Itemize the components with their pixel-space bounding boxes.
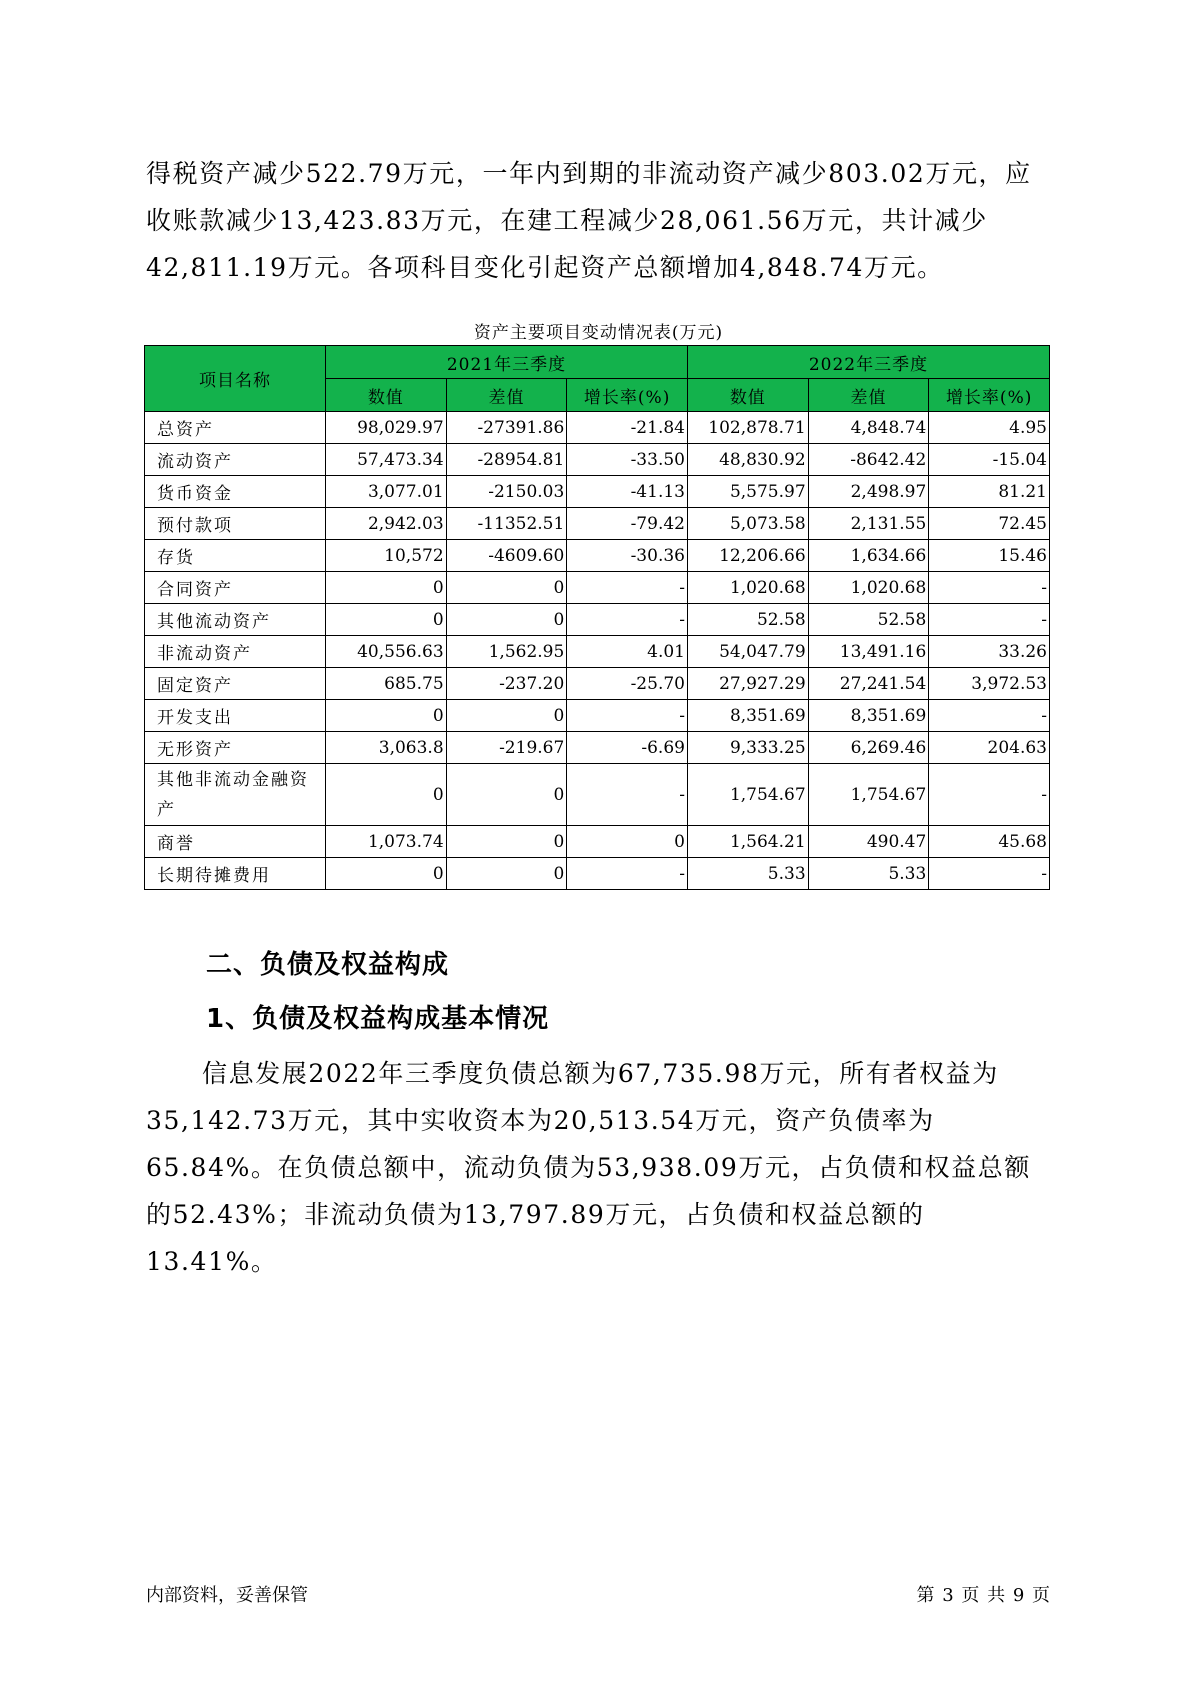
cell-value-2021: 0 — [325, 764, 446, 826]
cell-rate-2022: - — [929, 700, 1050, 732]
cell-value-2022: 5,575.97 — [687, 476, 808, 508]
cell-value-2021: 0 — [325, 700, 446, 732]
cell-rate-2022: - — [929, 858, 1050, 890]
cell-diff-2021: 1,562.95 — [446, 636, 567, 668]
cell-value-2022: 12,206.66 — [687, 540, 808, 572]
table-row — [145, 668, 1050, 700]
table-title: 资产主要项目变动情况表(万元) — [473, 323, 724, 343]
assets-change-table — [144, 345, 1050, 890]
cell-rate-2022: - — [929, 572, 1050, 604]
cell-diff-2022: 6,269.46 — [808, 732, 929, 764]
cell-rate-2021: -6.69 — [567, 732, 688, 764]
cell-value-2021: 10,572 — [325, 540, 446, 572]
cell-diff-2021: -4609.60 — [446, 540, 567, 572]
cell-diff-2021: 0 — [446, 604, 567, 636]
cell-diff-2021: 0 — [446, 826, 567, 858]
table-row — [145, 700, 1050, 732]
table-row — [145, 636, 1050, 668]
cell-rate-2021: - — [567, 604, 688, 636]
header-year-2022: 2022年三季度 — [687, 346, 1049, 379]
cell-diff-2021: -2150.03 — [446, 476, 567, 508]
cell-diff-2022: 490.47 — [808, 826, 929, 858]
header-rate-2022: 增长率(%) — [929, 379, 1050, 412]
cell-rate-2022: 4.95 — [929, 412, 1050, 444]
cell-rate-2022: - — [929, 604, 1050, 636]
cell-diff-2022: 1,020.68 — [808, 572, 929, 604]
table-row — [145, 858, 1050, 890]
cell-diff-2022: 27,241.54 — [808, 668, 929, 700]
cell-diff-2021: -219.67 — [446, 732, 567, 764]
cell-diff-2022: 2,498.97 — [808, 476, 929, 508]
cell-diff-2022: 1,754.67 — [808, 764, 929, 826]
cell-value-2021: 3,077.01 — [325, 476, 446, 508]
cell-value-2022: 5.33 — [687, 858, 808, 890]
cell-value-2022: 48,830.92 — [687, 444, 808, 476]
cell-rate-2022: 33.26 — [929, 636, 1050, 668]
cell-diff-2021: -237.20 — [446, 668, 567, 700]
table-row — [145, 826, 1050, 858]
table-row — [145, 572, 1050, 604]
table-row — [145, 508, 1050, 540]
cell-rate-2021: - — [567, 764, 688, 826]
cell-value-2022: 9,333.25 — [687, 732, 808, 764]
header-item-name: 项目名称 — [145, 346, 326, 412]
cell-diff-2022: 13,491.16 — [808, 636, 929, 668]
table-row — [145, 476, 1050, 508]
row-item-name: 流动资产 — [145, 444, 326, 476]
row-item-name: 存货 — [145, 540, 326, 572]
cell-value-2021: 3,063.8 — [325, 732, 446, 764]
cell-rate-2022: 45.68 — [929, 826, 1050, 858]
row-item-name: 其他流动资产 — [145, 604, 326, 636]
row-item-name: 开发支出 — [145, 700, 326, 732]
cell-rate-2022: - — [929, 764, 1050, 826]
cell-rate-2021: -79.42 — [567, 508, 688, 540]
row-item-name: 预付款项 — [145, 508, 326, 540]
cell-rate-2022: 3,972.53 — [929, 668, 1050, 700]
body-paragraph: 信息发展2022年三季度负债总额为67,735.98万元，所有者权益为35,142.73万元，其中实收资本为20,513.54万元，资产负债率为65.84%。在负债总额中，流动负债为53,938.09万元，占负债和权益总额的52.43%；非流动负债为13,797.89万元，占负债和权益总额的13.41%。 — [146, 1059, 1031, 1276]
cell-rate-2022: -15.04 — [929, 444, 1050, 476]
cell-rate-2022: 204.63 — [929, 732, 1050, 764]
header-diff-2022: 差值 — [808, 379, 929, 412]
cell-value-2022: 8,351.69 — [687, 700, 808, 732]
cell-value-2021: 2,942.03 — [325, 508, 446, 540]
cell-diff-2021: -27391.86 — [446, 412, 567, 444]
row-item-name: 商誉 — [145, 826, 326, 858]
cell-value-2022: 54,047.79 — [687, 636, 808, 668]
cell-value-2021: 1,073.74 — [325, 826, 446, 858]
cell-value-2021: 57,473.34 — [325, 444, 446, 476]
cell-diff-2021: -11352.51 — [446, 508, 567, 540]
cell-diff-2022: 52.58 — [808, 604, 929, 636]
table-row — [145, 764, 1050, 826]
table-header — [145, 346, 1050, 412]
table-row — [145, 444, 1050, 476]
row-item-name: 非流动资产 — [145, 636, 326, 668]
row-item-name: 固定资产 — [145, 668, 326, 700]
cell-rate-2021: -25.70 — [567, 668, 688, 700]
footer-page-number: 第 3 页 共 9 页 — [916, 1585, 1051, 1606]
cell-value-2022: 27,927.29 — [687, 668, 808, 700]
cell-diff-2022: 4,848.74 — [808, 412, 929, 444]
cell-value-2022: 1,754.67 — [687, 764, 808, 826]
row-item-name: 其他非流动金融资产 — [145, 764, 326, 826]
cell-rate-2021: - — [567, 572, 688, 604]
subsection-heading: 1、负债及权益构成基本情况 — [206, 1004, 550, 1034]
cell-diff-2022: 5.33 — [808, 858, 929, 890]
cell-diff-2021: -28954.81 — [446, 444, 567, 476]
row-item-name: 合同资产 — [145, 572, 326, 604]
cell-value-2021: 40,556.63 — [325, 636, 446, 668]
table-body — [145, 412, 1050, 890]
cell-value-2022: 102,878.71 — [687, 412, 808, 444]
cell-diff-2021: 0 — [446, 572, 567, 604]
cell-diff-2022: 8,351.69 — [808, 700, 929, 732]
table-row — [145, 732, 1050, 764]
table-row — [145, 540, 1050, 572]
cell-value-2021: 98,029.97 — [325, 412, 446, 444]
cell-value-2022: 1,564.21 — [687, 826, 808, 858]
cell-value-2022: 1,020.68 — [687, 572, 808, 604]
header-year-2021: 2021年三季度 — [325, 346, 687, 379]
cell-rate-2022: 15.46 — [929, 540, 1050, 572]
cell-diff-2022: 2,131.55 — [808, 508, 929, 540]
cell-diff-2022: 1,634.66 — [808, 540, 929, 572]
cell-value-2021: 0 — [325, 858, 446, 890]
table-row — [145, 604, 1050, 636]
row-item-name: 货币资金 — [145, 476, 326, 508]
cell-value-2021: 685.75 — [325, 668, 446, 700]
cell-rate-2021: -21.84 — [567, 412, 688, 444]
cell-diff-2021: 0 — [446, 700, 567, 732]
cell-rate-2021: - — [567, 700, 688, 732]
cell-rate-2021: 0 — [567, 826, 688, 858]
cell-value-2021: 0 — [325, 604, 446, 636]
cell-diff-2021: 0 — [446, 764, 567, 826]
section-heading: 二、负债及权益构成 — [206, 950, 450, 980]
row-item-name: 长期待摊费用 — [145, 858, 326, 890]
row-item-name: 总资产 — [145, 412, 326, 444]
header-value-2021: 数值 — [325, 379, 446, 412]
cell-rate-2021: -41.13 — [567, 476, 688, 508]
cell-rate-2021: -33.50 — [567, 444, 688, 476]
footer-confidential-note: 内部资料，妥善保管 — [146, 1585, 308, 1606]
cell-rate-2021: -30.36 — [567, 540, 688, 572]
cell-value-2022: 5,073.58 — [687, 508, 808, 540]
header-rate-2021: 增长率(%) — [567, 379, 688, 412]
header-value-2022: 数值 — [687, 379, 808, 412]
cell-value-2022: 52.58 — [687, 604, 808, 636]
cell-rate-2021: - — [567, 858, 688, 890]
table-row — [145, 412, 1050, 444]
cell-rate-2022: 72.45 — [929, 508, 1050, 540]
cell-diff-2022: -8642.42 — [808, 444, 929, 476]
row-item-name: 无形资产 — [145, 732, 326, 764]
cell-value-2021: 0 — [325, 572, 446, 604]
header-diff-2021: 差值 — [446, 379, 567, 412]
cell-diff-2021: 0 — [446, 858, 567, 890]
intro-paragraph: 得税资产减少522.79万元，一年内到期的非流动资产减少803.02万元，应收账款减少13,423.83万元，在建工程减少28,061.56万元，共计减少42,811.19万元。各项科目变化引起资产总额增加4,848.74万元。 — [146, 159, 1032, 282]
cell-rate-2022: 81.21 — [929, 476, 1050, 508]
cell-rate-2021: 4.01 — [567, 636, 688, 668]
